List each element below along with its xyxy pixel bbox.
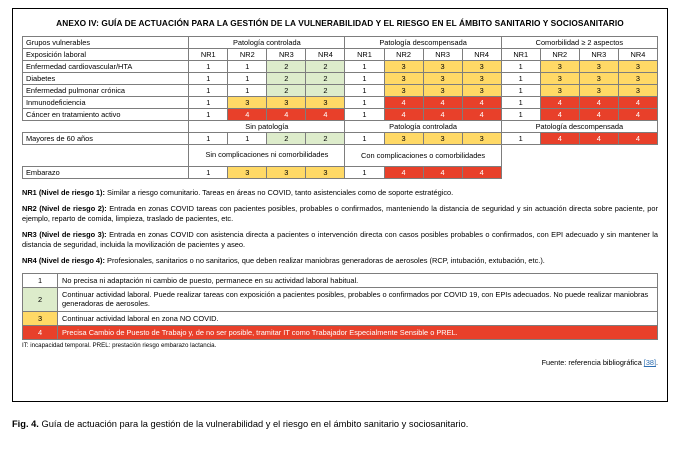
cell: 1: [189, 72, 228, 84]
cell: 1: [345, 132, 384, 144]
source-period: .: [655, 358, 658, 368]
legend-table: [22, 273, 658, 340]
cell: 4: [267, 108, 306, 120]
cell: 1: [189, 60, 228, 72]
spacer: [23, 144, 189, 166]
table-row: [23, 84, 658, 96]
note-nr3: [22, 230, 658, 249]
cell: 4: [618, 132, 657, 144]
source-label: Fuente: referencia bibliográfica: [541, 358, 642, 368]
header-nr3-b3: NR3: [579, 48, 618, 60]
subheader-patologia-controlada: Patología controlada: [345, 120, 501, 132]
cell: 3: [384, 132, 423, 144]
header-nr1-b2: NR1: [345, 48, 384, 60]
cell: 3: [423, 72, 462, 84]
cell: 1: [345, 60, 384, 72]
cell: 4: [423, 166, 462, 178]
header-nr2-b3: NR2: [540, 48, 579, 60]
cell: 3: [618, 60, 657, 72]
cell: 1: [345, 96, 384, 108]
cell: 4: [462, 108, 501, 120]
header-nr1-b1: NR1: [189, 48, 228, 60]
cell: 4: [579, 132, 618, 144]
cell: 3: [618, 72, 657, 84]
header-nr4-b1: NR4: [306, 48, 345, 60]
legend-level-4: 4: [23, 325, 58, 339]
figure-caption-text: Guía de actuación para la gestión de la vulnerabilidad y el riesgo en el ámbito sanitario y sociosanitario.: [41, 419, 469, 429]
cell: 2: [306, 72, 345, 84]
cell: 3: [462, 60, 501, 72]
cell: 3: [384, 72, 423, 84]
header-grupos-vulnerables: Grupos vulnerables: [23, 36, 189, 48]
figure-caption: [12, 418, 668, 430]
legend-text-4: Precisa Cambio de Puesto de Trabajo y, de no ser posible, tramitar IT como Trabajador Especialmente Sensible o PREL.: [58, 325, 658, 339]
cell: 2: [267, 132, 306, 144]
table-row: [23, 72, 658, 84]
legend-text-1: No precisa ni adaptación ni cambio de puesto, permanece en su actividad laboral habitual.: [58, 273, 658, 287]
cell: 3: [423, 84, 462, 96]
cell: 1: [189, 96, 228, 108]
table-row: [23, 96, 658, 108]
header-nr3-b2: NR3: [423, 48, 462, 60]
subheader-patologia-descompensada: Patología descompensada: [501, 120, 657, 132]
cell: 4: [306, 108, 345, 120]
cell: 1: [228, 132, 267, 144]
row-label: Enfermedad cardiovascular/HTA: [23, 60, 189, 72]
subheader-sin-complicaciones: Sin complicaciones ni comorbilidades: [189, 144, 345, 166]
cell: 3: [540, 72, 579, 84]
figure-caption-label: Fig. 4.: [12, 419, 39, 429]
cell: 3: [462, 132, 501, 144]
risk-matrix-table: [22, 36, 658, 179]
row-label: Embarazo: [23, 166, 189, 178]
header-nr1-b3: NR1: [501, 48, 540, 60]
cell: 1: [189, 84, 228, 96]
legend-footnote: IT: incapacidad temporal. PREL: prestación riesgo embarazo lactancia.: [22, 342, 217, 350]
cell: 3: [579, 72, 618, 84]
header-comorbilidad: Comorbilidad ≥ 2 aspectos: [501, 36, 657, 48]
header-nr4-b3: NR4: [618, 48, 657, 60]
header-patologia-descompensada: Patología descompensada: [345, 36, 501, 48]
cell: 3: [228, 96, 267, 108]
header-nr2-b2: NR2: [384, 48, 423, 60]
header-patologia-controlada: Patología controlada: [189, 36, 345, 48]
header-nr3-b1: NR3: [267, 48, 306, 60]
header-exposicion-laboral: Exposición laboral: [23, 48, 189, 60]
legend-level-2: 2: [23, 288, 58, 312]
cell: 4: [423, 96, 462, 108]
source-line: [22, 358, 658, 367]
mayores-subheader-row: [23, 120, 658, 132]
cell: 2: [267, 72, 306, 84]
cell: 4: [540, 96, 579, 108]
note-nr1-text: Similar a riesgo comunitario. Tareas en áreas no COVID, tanto asistenciales como de soporte estratégico.: [104, 187, 454, 197]
cell: 4: [618, 108, 657, 120]
cell: 3: [423, 60, 462, 72]
table-row: [23, 108, 658, 120]
cell: 3: [228, 166, 267, 178]
cell: 4: [384, 166, 423, 178]
legend-level-3: 3: [23, 311, 58, 325]
cell: 3: [306, 166, 345, 178]
cell: 4: [579, 108, 618, 120]
cell: 1: [228, 72, 267, 84]
table-header-row-levels: [23, 48, 658, 60]
cell: 3: [384, 60, 423, 72]
row-label: Enfermedad pulmonar crónica: [23, 84, 189, 96]
cell: 1: [345, 166, 384, 178]
header-nr2-b1: NR2: [228, 48, 267, 60]
note-nr2: [22, 204, 658, 223]
cell: 3: [462, 72, 501, 84]
cell: 1: [501, 132, 540, 144]
cell: 3: [579, 84, 618, 96]
header-nr4-b2: NR4: [462, 48, 501, 60]
cell: 3: [462, 84, 501, 96]
legend-row-4: [23, 325, 658, 339]
cell: 3: [306, 96, 345, 108]
cell: 1: [189, 108, 228, 120]
cell: 3: [423, 132, 462, 144]
note-nr4: [22, 256, 658, 265]
row-label: Diabetes: [23, 72, 189, 84]
cell: 3: [267, 96, 306, 108]
row-label: Cáncer en tratamiento activo: [23, 108, 189, 120]
cell: 1: [345, 108, 384, 120]
cell: 1: [345, 72, 384, 84]
cell: 3: [267, 166, 306, 178]
figure-container: [12, 8, 668, 402]
cell: 3: [618, 84, 657, 96]
note-nr2-text: Entrada en zonas COVID tareas con pacientes posibles, probables o confirmados, manteniendo la distancia de seguridad y sin actuación directa sobre paciente, por ejemplo, reparto de comida, limpieza, traslado de pacientes, etc.: [22, 204, 658, 223]
subheader-con-complicaciones: Con complicaciones o comorbilidades: [345, 144, 501, 166]
cell: 1: [501, 96, 540, 108]
spacer: [23, 120, 189, 132]
note-nr1: [22, 188, 658, 197]
cell: 2: [267, 60, 306, 72]
note-nr4-text: Profesionales, sanitarios o no sanitarios, que deben realizar maniobras generadoras de aerosoles (RCP, intubación, extubación, etc.).: [104, 256, 545, 266]
spacer: [501, 144, 657, 166]
cell: 4: [462, 96, 501, 108]
note-nr4-label: NR4 (Nivel de riesgo 4):: [22, 256, 105, 266]
table-row: [23, 166, 658, 178]
cell: 4: [540, 132, 579, 144]
cell: 1: [228, 84, 267, 96]
legend-level-1: 1: [23, 273, 58, 287]
risk-level-notes: [22, 188, 658, 266]
cell: 4: [462, 166, 501, 178]
cell: 2: [306, 60, 345, 72]
cell: 1: [501, 84, 540, 96]
cell: 2: [267, 84, 306, 96]
embarazo-subheader-row: [23, 144, 658, 166]
cell: 4: [618, 96, 657, 108]
legend-row-3: [23, 311, 658, 325]
row-label: Mayores de 60 años: [23, 132, 189, 144]
cell: 3: [540, 84, 579, 96]
note-nr1-label: NR1 (Nivel de riesgo 1):: [22, 187, 105, 197]
source-reference-link[interactable]: [38]: [643, 358, 656, 368]
legend-row-2: [23, 288, 658, 312]
annex-title: ANEXO IV: GUÍA DE ACTUACIÓN PARA LA GESTIÓN DE LA VULNERABILIDAD Y EL RIESGO EN EL ÁMBITO SANITARIO Y SOCIOSANITARIO: [56, 18, 624, 28]
cell: 4: [579, 96, 618, 108]
cell: 3: [579, 60, 618, 72]
cell: 3: [384, 84, 423, 96]
cell: 1: [501, 72, 540, 84]
cell: 4: [540, 108, 579, 120]
table-row: [23, 60, 658, 72]
cell: 1: [189, 132, 228, 144]
cell: 1: [501, 60, 540, 72]
cell: 1: [345, 84, 384, 96]
row-label: Inmunodeficiencia: [23, 96, 189, 108]
cell: 1: [501, 108, 540, 120]
legend-text-3: Continuar actividad laboral en zona NO COVID.: [58, 311, 658, 325]
cell: 3: [540, 60, 579, 72]
legend-row-1: [23, 273, 658, 287]
cell: 4: [228, 108, 267, 120]
note-nr3-label: NR3 (Nivel de riesgo 3):: [22, 230, 107, 240]
spacer: [501, 166, 657, 178]
cell: 1: [228, 60, 267, 72]
note-nr2-label: NR2 (Nivel de riesgo 2):: [22, 204, 107, 214]
note-nr3-text: Entrada en zonas COVID con asistencia directa a pacientes o intervención directa con casos posibles probables o confirmados, con EPI adecuado y sin mantener la distancia de seguridad, incluida la movilización de pacientes y aseo.: [22, 230, 658, 249]
cell: 4: [384, 108, 423, 120]
cell: 4: [423, 108, 462, 120]
table-header-row-groups: [23, 36, 658, 48]
legend-text-2: Continuar actividad laboral. Puede realizar tareas con exposición a pacientes posibles, probables o confirmados por COVID 19, con EPIs adecuados. No puede realizar maniobras generadoras de aerosoles.: [58, 288, 658, 312]
cell: 1: [189, 166, 228, 178]
subheader-sin-patologia: Sin patología: [189, 120, 345, 132]
cell: 2: [306, 84, 345, 96]
cell: 4: [384, 96, 423, 108]
table-row: [23, 132, 658, 144]
cell: 2: [306, 132, 345, 144]
